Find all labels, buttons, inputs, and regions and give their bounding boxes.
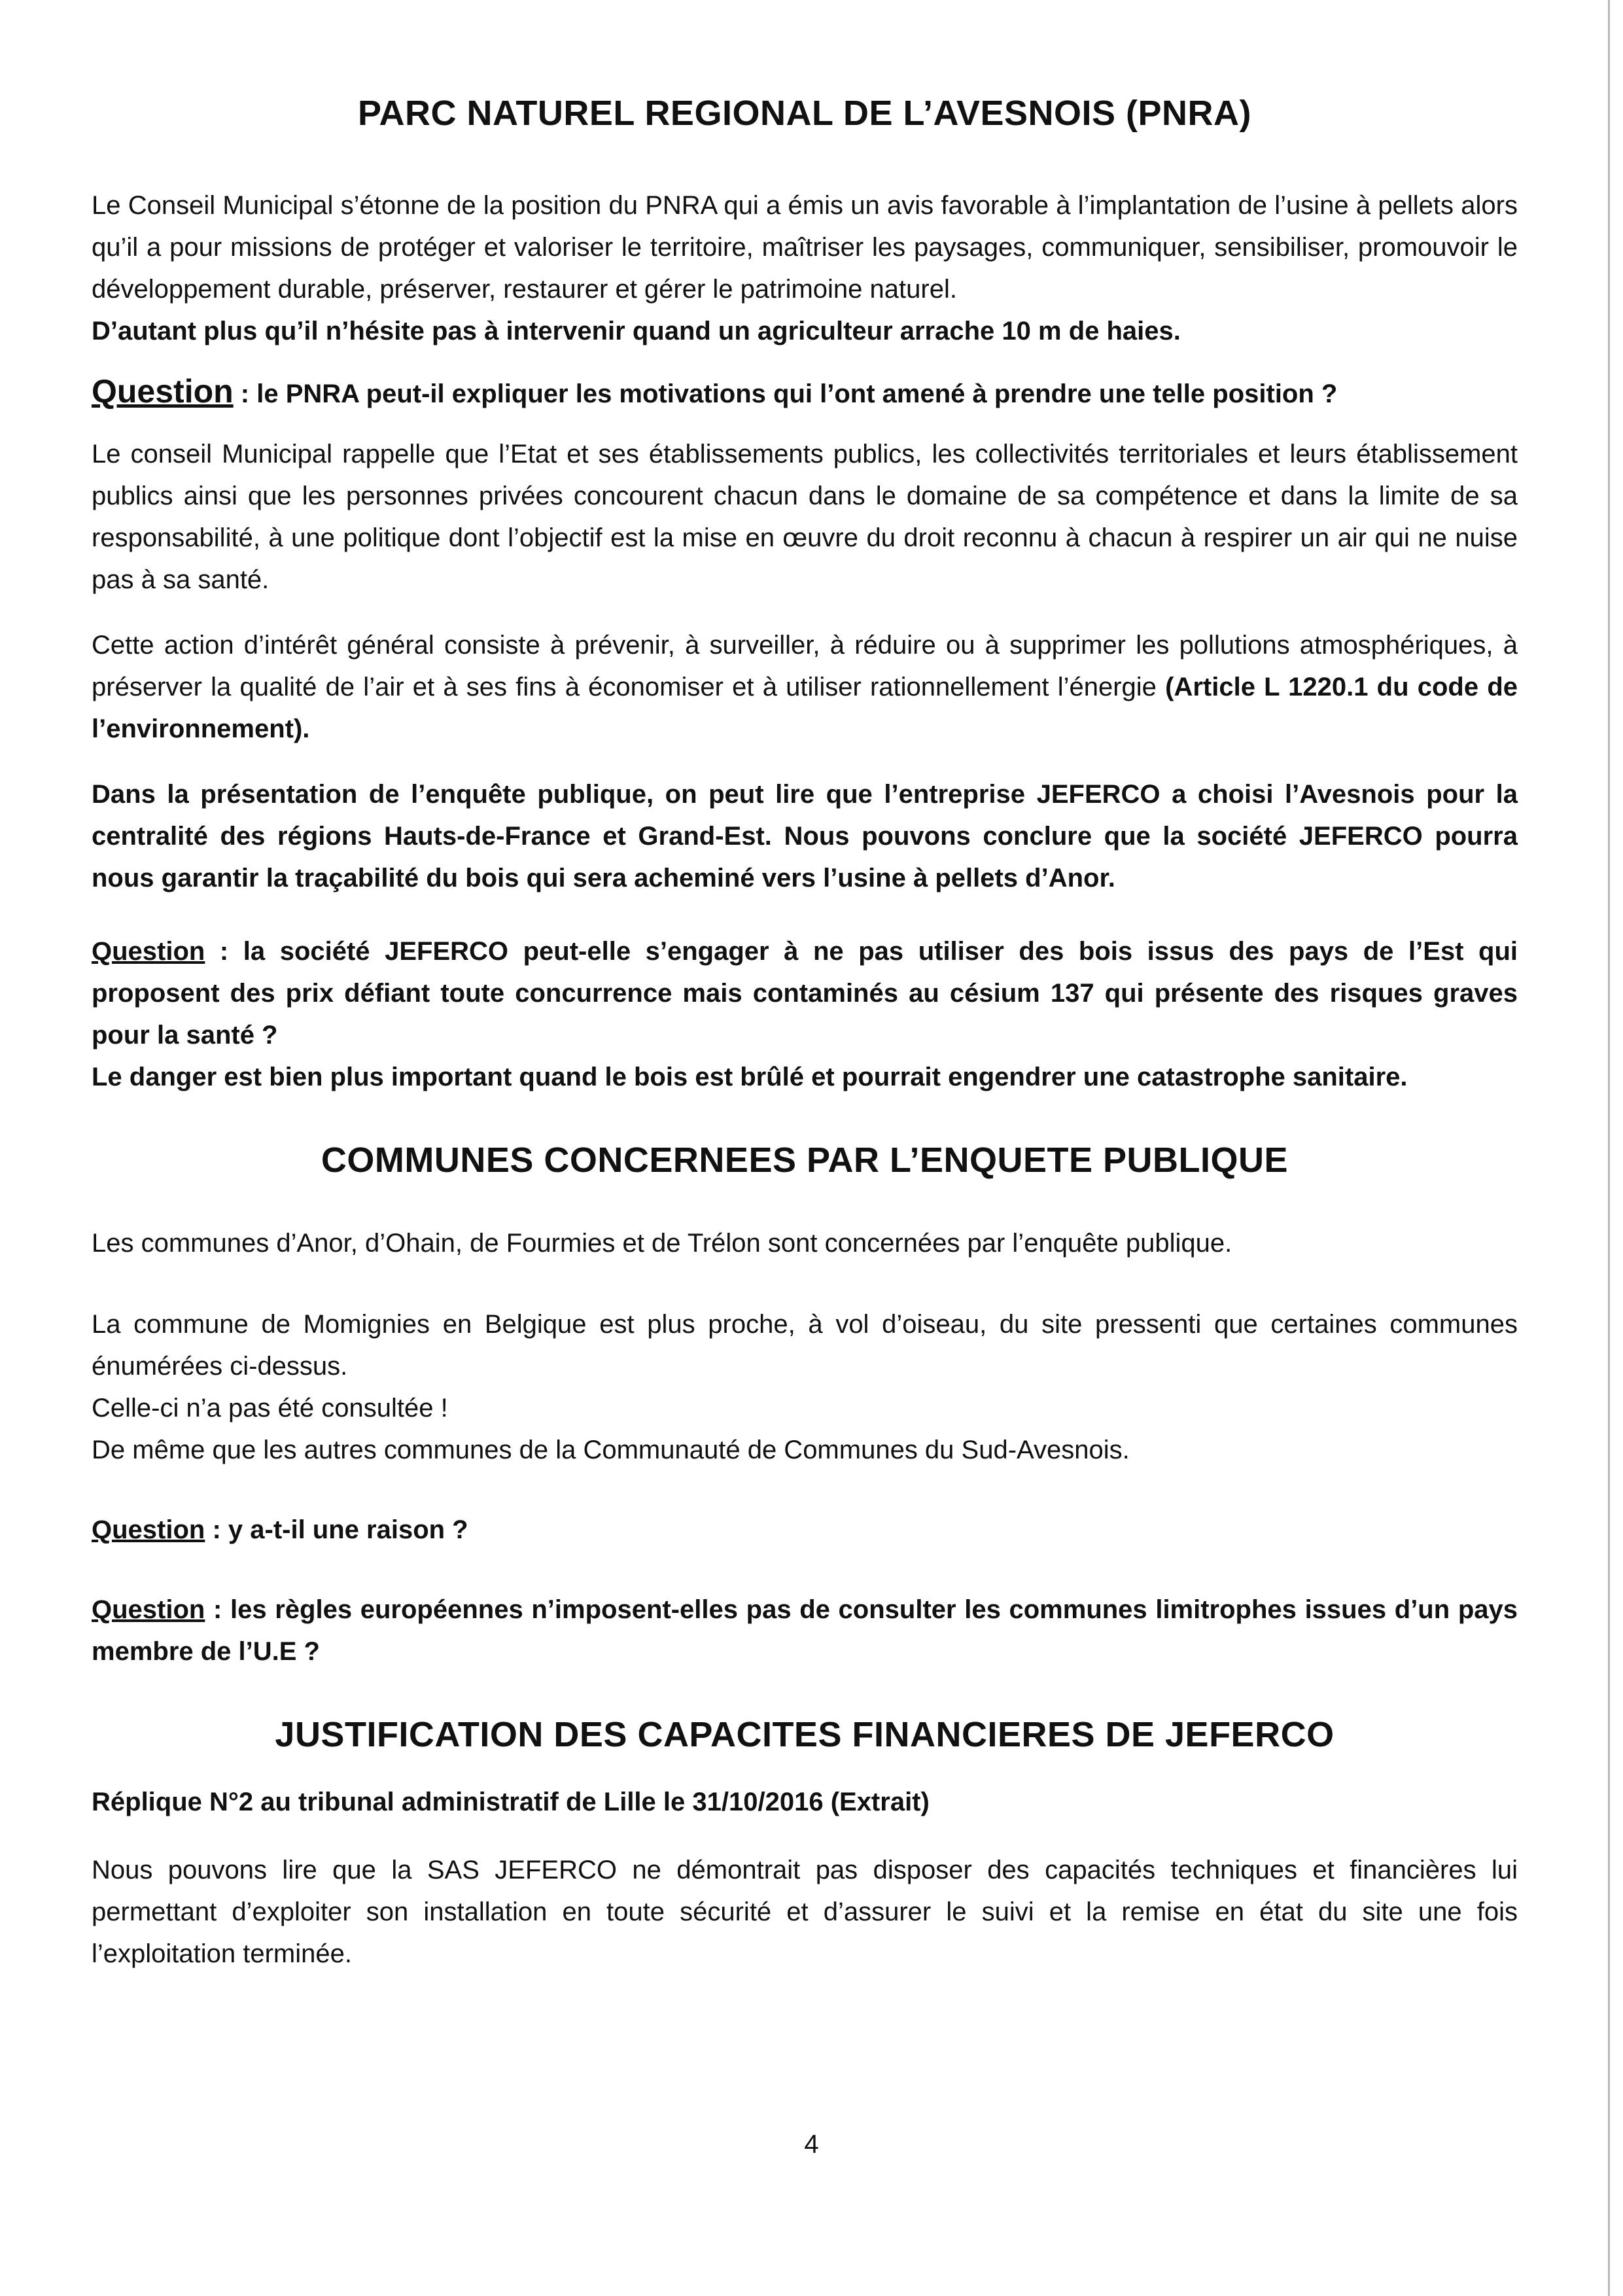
paragraph-conseil-rappelle: Le conseil Municipal rappelle que l’Etat et ses établissements publics, les collectivités territoriales et leurs établissement publics ainsi que les personnes privées concourent chacun dans le domaine de sa compétence et dans la limite de sa responsabilité, à une politique dont l’objectif est la mise en œuvre du droit reconnu à chacun à respirer un air qui ne nuise pas à sa santé. bbox=[92, 440, 1518, 594]
document-page bbox=[92, 79, 1518, 1975]
paragraph-momignies bbox=[92, 1303, 1518, 1471]
page-edge-line bbox=[1608, 0, 1610, 2296]
paragraph-bold-text: D’autant plus qu’il n’hésite pas à intervenir quand un agriculteur arrache 10 m de haies. bbox=[92, 317, 1181, 345]
question-followup: Le danger est bien plus important quand le bois est brûlé et pourrait engendrer une catastrophe sanitaire. bbox=[92, 1063, 1408, 1091]
section-title-pnra: PARC NATUREL REGIONAL DE L’AVESNOIS (PNRA) bbox=[357, 94, 1252, 133]
question-jeferco-bois bbox=[92, 930, 1518, 1098]
paragraph-text: Cette action d’intérêt général consiste à prévenir, à surveiller, à réduire ou à supprimer les pollutions atmosphériques, à préserver la qualité de l’air et à ses fins à économiser et à utiliser rationnellement l’énergie bbox=[92, 631, 1518, 701]
question-text: : y a-t-il une raison ? bbox=[205, 1515, 468, 1544]
section-title-communes: COMMUNES CONCERNEES PAR L’ENQUETE PUBLIQUE bbox=[321, 1140, 1289, 1180]
question-pnra bbox=[92, 370, 1518, 415]
section-title-capacites: JUSTIFICATION DES CAPACITES FINANCIERES DE JEFERCO bbox=[275, 1715, 1335, 1754]
paragraph-action-interet bbox=[92, 624, 1518, 750]
paragraph-line: De même que les autres communes de la Communauté de Communes du Sud-Avesnois. bbox=[92, 1436, 1130, 1464]
question-label: Question bbox=[92, 937, 205, 966]
question-raison bbox=[92, 1509, 1518, 1551]
page-number: 4 bbox=[804, 2130, 819, 2159]
subtitle-replique: Réplique N°2 au tribunal administratif de Lille le 31/10/2016 (Extrait) bbox=[92, 1788, 930, 1816]
question-text: : les règles européennes n’imposent-elles pas de consulter les communes limitrophes issues d’un pays membre de l’U.E ? bbox=[92, 1595, 1518, 1666]
question-label: Question bbox=[92, 1515, 205, 1544]
question-regles-europeennes bbox=[92, 1589, 1518, 1672]
question-text: : la société JEFERCO peut-elle s’engager à ne pas utiliser des bois issus des pays de l’Est qui proposent des prix défiant toute concurrence mais contaminés au césium 137 qui présente des risques graves pour la santé ? bbox=[92, 937, 1518, 1050]
question-label: Question bbox=[92, 373, 234, 410]
paragraph-jeferco-presentation: Dans la présentation de l’enquête publique, on peut lire que l’entreprise JEFERCO a choisi l’Avesnois pour la centralité des régions Hauts-de-France et Grand-Est. Nous pouvons conclure que la société JEFERCO pourra nous garantir la traçabilité du bois qui sera acheminé vers l’usine à pellets d’Anor. bbox=[92, 780, 1518, 892]
question-text: : le PNRA peut-il expliquer les motivations qui l’ont amené à prendre une telle position ? bbox=[233, 380, 1338, 408]
paragraph-sas-jeferco: Nous pouvons lire que la SAS JEFERCO ne démontrait pas disposer des capacités techniques et financières lui permettant d’exploiter son installation en toute sécurité et d’assurer le suivi et la remise en état du site une fois l’exploitation terminée. bbox=[92, 1856, 1518, 1968]
paragraph-communes-concernees: Les communes d’Anor, d’Ohain, de Fourmies et de Trélon sont concernées par l’enquête publique. bbox=[92, 1229, 1232, 1258]
paragraph-pnra-intro bbox=[92, 185, 1518, 352]
article-reference: (Article L 1220.1 du code de l’environnement). bbox=[92, 673, 1518, 743]
paragraph-text: La commune de Momignies en Belgique est plus proche, à vol d’oiseau, du site pressenti que certaines communes énumérées ci-dessus. bbox=[92, 1310, 1518, 1381]
paragraph-text: Le Conseil Municipal s’étonne de la position du PNRA qui a émis un avis favorable à l’implantation de l’usine à pellets alors qu’il a pour missions de protéger et valoriser le territoire, maîtriser les paysages, communiquer, sensibiliser, promouvoir le développement durable, préserver, restaurer et gérer le patrimoine naturel. bbox=[92, 191, 1518, 304]
question-label: Question bbox=[92, 1595, 205, 1624]
paragraph-line: Celle-ci n’a pas été consultée ! bbox=[92, 1394, 448, 1422]
